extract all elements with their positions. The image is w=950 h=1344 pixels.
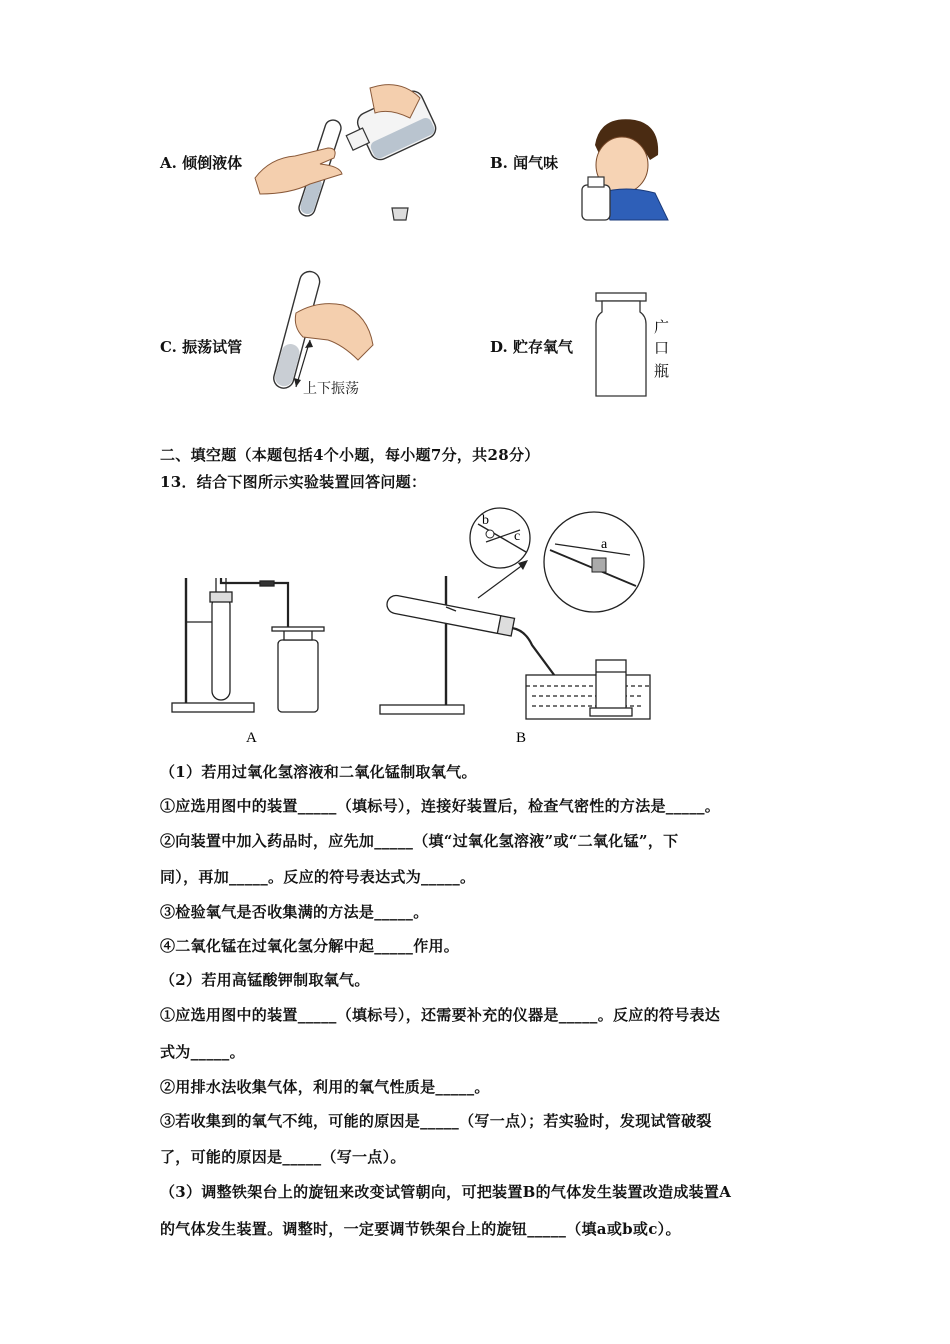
zoom-arrow-icon xyxy=(478,564,524,598)
wide-mouth-bottle-illustration xyxy=(590,290,680,400)
text-line-9: 式为_____。 xyxy=(160,1043,245,1061)
option-b xyxy=(490,152,558,173)
text-line-13: （3）调整铁架台上的旋钮来改变试管朝向，可把装置B的气体发生装置改造成装置A xyxy=(160,1183,732,1201)
apparatus-figure xyxy=(160,500,660,750)
hand-icon xyxy=(255,148,342,194)
option-c-text: 振荡试管 xyxy=(182,338,243,356)
apparatus-a xyxy=(172,578,324,712)
collection-bottle-icon xyxy=(278,640,318,712)
gas-jar-icon xyxy=(596,660,626,715)
option-b-letter: B. xyxy=(490,154,508,172)
option-c xyxy=(160,336,242,357)
question-title: 13．结合下图所示实验装置回答问题： xyxy=(160,473,427,491)
zoom-circle-small xyxy=(470,508,530,568)
option-d xyxy=(490,336,573,357)
gas-bottle-icon xyxy=(582,185,610,220)
knob-a-label: a xyxy=(601,537,608,552)
text-line-1: （1）若用过氧化氢溶液和二氧化锰制取氧气。 xyxy=(160,763,477,781)
option-a xyxy=(160,152,242,173)
shaking-tube-illustration xyxy=(258,265,388,400)
bottle-icon xyxy=(596,301,646,396)
option-a-text: 倾倒液体 xyxy=(182,154,243,172)
text-line-8: ①应选用图中的装置_____（填标号），还需要补充的仪器是_____。反应的符号表达 xyxy=(160,1006,721,1024)
smelling-illustration xyxy=(580,115,675,225)
text-line-10: ②用排水法收集气体，利用的氧气性质是_____。 xyxy=(160,1078,490,1096)
stopper-icon xyxy=(392,208,408,220)
text-line-2: ①应选用图中的装置_____（填标号），连接好装置后，检查气密性的方法是_____。 xyxy=(160,797,721,815)
option-a-letter: A. xyxy=(160,154,177,172)
text-line-12: 了，可能的原因是_____（写一点）。 xyxy=(160,1148,406,1166)
option-b-text: 闻气味 xyxy=(513,154,559,172)
apparatus-a-label: A xyxy=(246,730,257,746)
option-d-letter: D. xyxy=(490,338,508,356)
shake-label: 上下振荡 xyxy=(303,381,359,397)
bottle-label-2: 口 xyxy=(654,339,670,357)
text-line-7: （2）若用高锰酸钾制取氧气。 xyxy=(160,971,370,989)
text-line-14: 的气体发生装置。调整时，一定要调节铁架台上的旋钮_____（填a或b或c）。 xyxy=(160,1220,681,1238)
bottle-label-3: 瓶 xyxy=(654,362,670,380)
knob-b-label: b xyxy=(482,513,489,528)
test-tube-a-icon xyxy=(212,596,230,700)
text-line-6: ④二氧化锰在过氧化氢分解中起_____作用。 xyxy=(160,937,460,955)
option-c-letter: C. xyxy=(160,338,177,356)
text-line-11: ③若收集到的氧气不纯，可能的原因是_____（写一点）；若实验时，发现试管破裂 xyxy=(160,1112,712,1130)
section-title: 二、填空题（本题包括4个小题，每小题7分，共28分） xyxy=(160,446,540,464)
stand-base-icon xyxy=(380,705,464,714)
apparatus-b-label: B xyxy=(516,730,527,746)
knob-c-label: c xyxy=(514,529,521,544)
bottle-lid-icon xyxy=(596,293,646,301)
text-line-4: 同），再加_____。反应的符号表达式为_____。 xyxy=(160,868,476,886)
stand-base-icon xyxy=(172,703,254,712)
text-line-3: ②向装置中加入药品时，应先加_____（填“过氧化氢溶液”或“二氧化锰”，下 xyxy=(160,832,679,850)
pouring-liquid-illustration xyxy=(250,78,450,228)
text-line-5: ③检验氧气是否收集满的方法是_____。 xyxy=(160,903,429,921)
option-d-text: 贮存氧气 xyxy=(512,338,573,356)
bottle-label-1: 广 xyxy=(654,318,670,336)
